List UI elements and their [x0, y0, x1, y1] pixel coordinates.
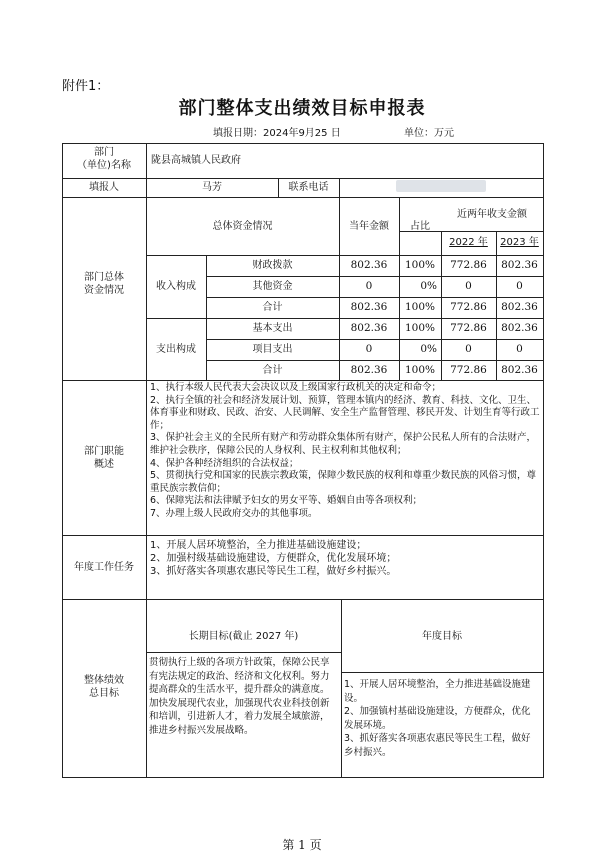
row-2022: 772.86 — [450, 259, 487, 271]
fill-date: 填报日期：2024年9月25 日 — [213, 128, 341, 139]
duties-label: 部门职能 概述 — [84, 446, 124, 470]
year-2022-header — [441, 236, 496, 249]
duties-text: 1、执行本级人民代表大会决议以及上级国家行政机关的决定和命令； 2、执行全镇的社会和经济发展计划、预算，管理本镇内的经济、教育、科技、文化、卫生、体育事业和财政、民政、治安、人民调解、安全生产监督管理、移民开发、计划生育等行政工作； 3、保护社会主义的全民所有财产和劳动群众集体所有财产，保护公民私人所有的合法财产，维护社会秩序，保障公民的人身权利、民主权利和其他权利； 4、保护各种经济组织的合法权益； 5、贯彻执行党和国家的民族宗教政策，保障少数民族的权利和尊重少数民族的风俗习惯，尊重民族宗教信仰； 6、保障宪法和法律赋予妇女的男女平等、婚姻自由等各项权利； 7、办理上级人民政府交办的其他事项。 — [150, 382, 540, 519]
row-name: 合计 — [262, 365, 283, 376]
row-2022: 0 — [465, 343, 472, 355]
row-2023: 0 — [516, 280, 523, 292]
funds-recent-header: 近两年收支金额 — [457, 209, 527, 220]
annual-tasks-label: 年度工作任务 — [74, 562, 134, 573]
annual-tasks-text: 1、开展人居环境整治，全力推进基础设施建设； 2、加强村级基础设施建设，方便群众，优化发展环境； 3、抓好落实各项惠农惠民等民生工程，做好乡村振兴。 — [150, 540, 397, 577]
phone-label: 联系电话 — [288, 182, 329, 193]
unit-label: 单位：万元 — [404, 128, 454, 139]
row-name: 财政拨款 — [252, 260, 293, 271]
row-amount: 802.36 — [350, 259, 388, 271]
row-share: 100% — [404, 364, 436, 376]
form-title: 部门整体支出绩效目标申报表 — [178, 98, 426, 119]
dept-name-value: 陇县高城镇人民政府 — [151, 155, 241, 166]
expense-label: 支出构成 — [156, 344, 196, 355]
row-2022: 772.86 — [450, 364, 487, 376]
income-label: 收入构成 — [156, 281, 196, 292]
long-goal-header: 长期目标(截止 2027 年) — [188, 631, 299, 642]
row-name: 合计 — [262, 302, 283, 313]
row-amount: 0 — [365, 280, 373, 292]
row-2023: 802.36 — [501, 364, 538, 376]
row-2023: 0 — [516, 343, 523, 355]
row-name: 其他资金 — [252, 281, 293, 292]
year-2023-header — [496, 236, 543, 249]
row-2023: 802.36 — [501, 301, 538, 313]
row-amount: 802.36 — [350, 322, 388, 334]
row-2022: 0 — [465, 280, 472, 292]
long-goal-text: 贯彻执行上级的各项方针政策，保障公民享有宪法规定的政治、经济和文化权利。努力提高群众的生活水平，提升群众的满意度。加快发展现代农业，加强现代农业科技创新和培训，引进新人才，着力发展全域旅游，推进乡村振兴发展战略。 — [149, 657, 330, 736]
row-share: 100% — [404, 322, 436, 334]
funds-overall-header: 总体资金情况 — [212, 221, 273, 232]
funds-current-header: 当年金额 — [349, 221, 389, 232]
row-share: 0% — [420, 280, 437, 292]
row-2023: 802.36 — [501, 259, 538, 271]
row-share: 100% — [404, 301, 436, 313]
annual-goal-header: 年度目标 — [422, 631, 462, 642]
attachment-label: 附件1： — [62, 79, 110, 94]
row-amount: 802.36 — [350, 301, 388, 313]
page-number: 第 1 页 — [282, 838, 322, 852]
reporter-label: 填报人 — [89, 182, 119, 193]
row-2022: 772.86 — [450, 301, 487, 313]
reporter-name: 马芳 — [202, 182, 222, 193]
row-share: 100% — [404, 259, 436, 271]
funds-share-header: 占比 — [410, 221, 430, 232]
phone-value-redacted — [396, 180, 486, 192]
goals-label: 整体绩效 总目标 — [84, 675, 124, 699]
row-amount: 802.36 — [350, 364, 388, 376]
row-name: 基本支出 — [252, 323, 293, 334]
funds-section-label: 部门总体 资金情况 — [84, 272, 124, 296]
year-2023-text: 2023 年 — [500, 237, 539, 248]
row-2023: 802.36 — [501, 322, 538, 334]
row-amount: 0 — [365, 343, 373, 355]
row-share: 0% — [420, 343, 437, 355]
year-2022-text: 2022 年 — [449, 237, 488, 248]
row-2022: 772.86 — [450, 322, 487, 334]
dept-name-label: 部门 （单位)名称 — [77, 147, 131, 171]
row-name: 项目支出 — [252, 344, 293, 355]
annual-goal-text: 1、开展人居环境整治，全力推进基础设施建设。 2、加强镇村基础设施建设，方便群众，优化发展环境。 3、抓好落实各项惠农惠民等民生工程，做好乡村振兴。 — [344, 679, 531, 758]
